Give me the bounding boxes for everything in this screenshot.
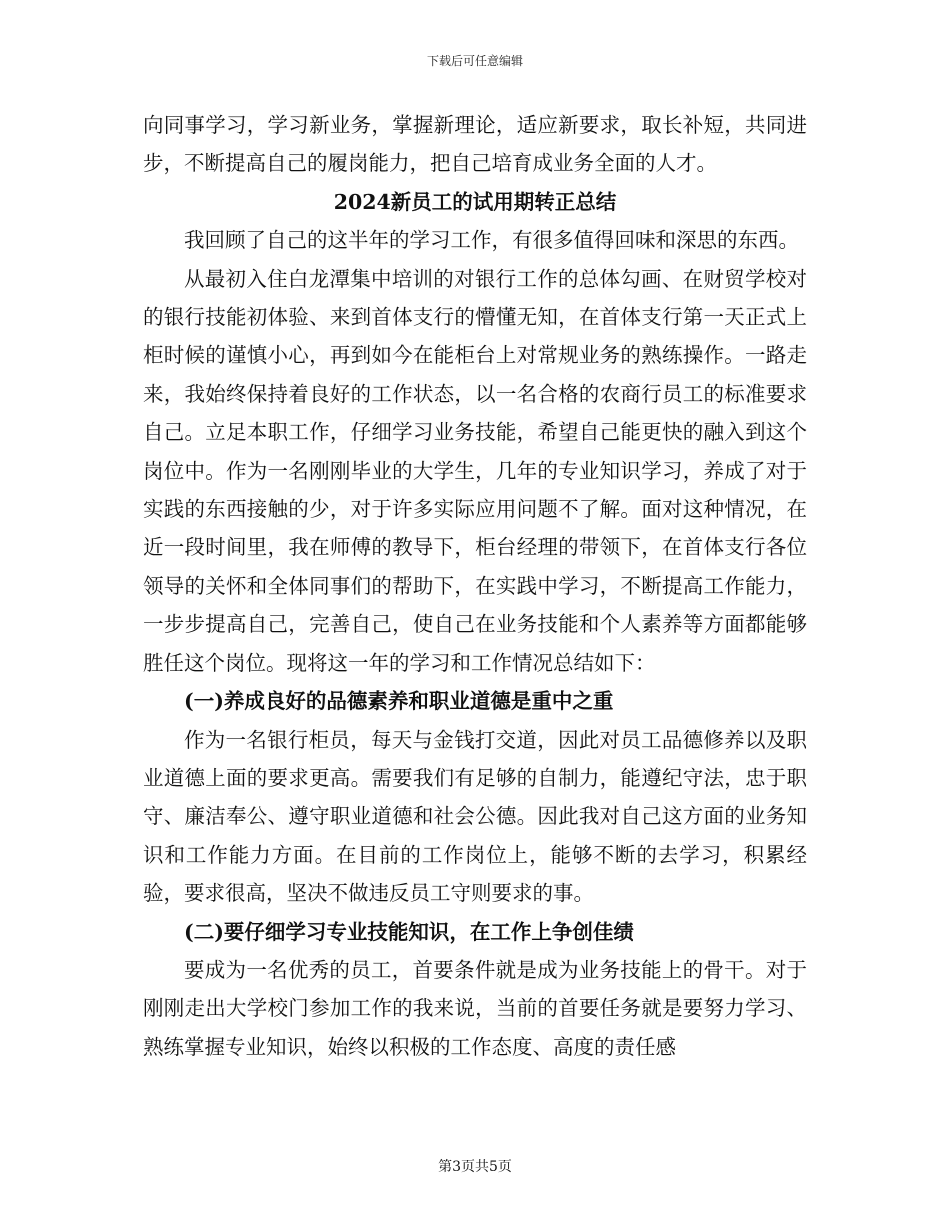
paragraph-3: 作为一名银行柜员，每天与金钱打交道，因此对员工品德修养以及职业道德上面的要求更高。需要我们有足够的自制力，能遵纪守法，忠于职守、廉洁奉公、遵守职业道德和社会公德。因此我对自己这方面的业务知识和工作能力方面。在目前的工作岗位上，能够不断的去学习，积累经验，要求很高，坚决不做违反员工守则要求的事。 [143,727,807,906]
section-heading-2: (二)要仔细学习专业技能知识，在工作上争创佳绩 [184,919,634,944]
paragraph-1: 我回顾了自己的这半年的学习工作，有很多值得回味和深思的东西。 [184,228,799,253]
paragraph-2: 从最初入住白龙潭集中培训的对银行工作的总体勾画、在财贸学校对的银行技能初体验、来到首体支行的懵懂无知，在首体支行第一天正式上柜时候的谨慎小心，再到如今在能柜台上对常规业务的熟练操作。一路走来，我始终保持着良好的工作状态，以一名合格的农商行员工的标准要求自己。立足本职工作，仔细学习业务技能，希望自己能更快的融入到这个岗位中。作为一名刚刚毕业的大学生，几年的专业知识学习，养成了对于实践的东西接触的少，对于许多实际应用问题不了解。面对这种情况，在近一段时间里，我在师傅的教导下，柜台经理的带领下，在首体支行各位领导的关怀和全体同事们的帮助下，在实践中学习，不断提高工作能力，一步步提高自己，完善自己，使自己在业务技能和个人素养等方面都能够胜任这个岗位。现将这一年的学习和工作情况总结如下： [143,266,807,675]
paragraph-4: 要成为一名优秀的员工，首要条件就是成为业务技能上的骨干。对于刚刚走出大学校门参加工作的我来说，当前的首要任务就是要努力学习、熟练掌握专业知识，始终以积极的工作态度、高度的责任感 [143,957,807,1059]
page-number-footer: 第3页共5页 [438,1159,512,1175]
document-title: 2024新员工的试用期转正总结 [333,189,617,214]
section-heading-1: (一)养成良好的品德素养和职业道德是重中之重 [184,689,614,714]
document-body [143,106,807,1066]
intro-fragment-paragraph: 向同事学习，学习新业务，掌握新理论，适应新要求，取长补短，共同进步，不断提高自己的履岗能力，把自己培育成业务全面的人才。 [143,113,807,176]
page-header-note: 下载后可任意编辑 [426,54,523,68]
